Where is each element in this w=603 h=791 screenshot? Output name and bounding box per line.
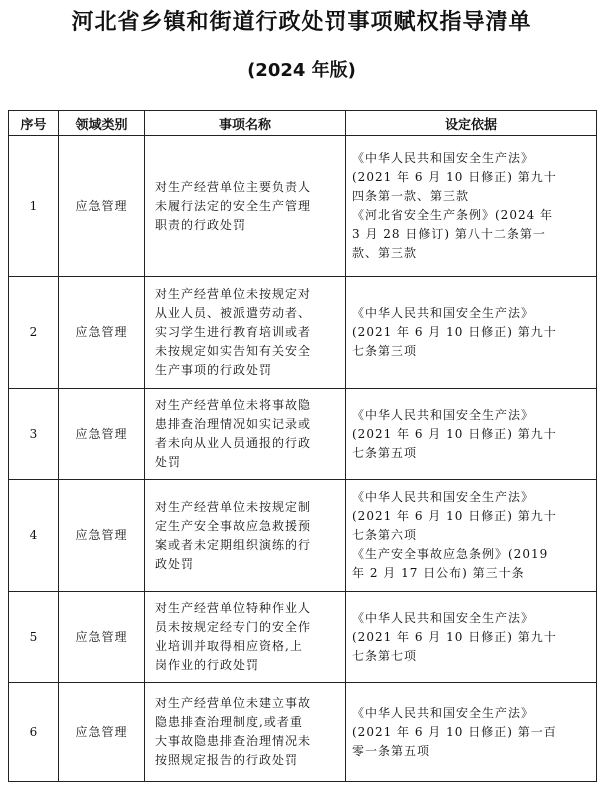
legal-basis-line: 《中华人民共和国安全生产法》 bbox=[352, 705, 535, 720]
item-name-line: 对生产经营单位未按规定制 bbox=[155, 499, 312, 514]
row-number: 1 bbox=[9, 136, 59, 277]
item-name-line: 者未向从业人员通报的行政 bbox=[155, 436, 312, 450]
row-number: 2 bbox=[9, 277, 59, 389]
item-name-line: 大事故隐患排查治理情况未 bbox=[155, 734, 312, 748]
legal-basis-line: (2021 年 6 月 10 日修正) 第九十 bbox=[352, 509, 557, 523]
document-subtitle: (2024 年版) bbox=[247, 60, 356, 81]
header-category: 领域类别 bbox=[59, 111, 145, 136]
row-legal-basis bbox=[346, 683, 597, 782]
item-name-line: 未按规定如实告知有关安全 bbox=[155, 344, 312, 358]
row-item-name bbox=[145, 480, 346, 592]
table-row bbox=[9, 480, 597, 592]
table-header-row bbox=[9, 111, 597, 136]
row-number: 3 bbox=[9, 389, 59, 480]
legal-basis-line: (2021 年 6 月 10 日修正) 第九十 bbox=[352, 325, 557, 339]
item-name-line: 岗作业的行政处罚 bbox=[155, 658, 260, 672]
row-category: 应急管理 bbox=[59, 136, 145, 277]
table-row bbox=[9, 389, 597, 480]
item-name-line: 对生产经营单位未建立事故 bbox=[155, 696, 312, 710]
row-number: 4 bbox=[9, 480, 59, 592]
table-row bbox=[9, 136, 597, 277]
legal-basis-line: 零一条第五项 bbox=[352, 743, 431, 758]
row-category: 应急管理 bbox=[59, 592, 145, 683]
legal-basis-line: 《中华人民共和国安全生产法》 bbox=[352, 306, 535, 320]
row-legal-basis bbox=[346, 277, 597, 389]
legal-basis-line: 七条第三项 bbox=[352, 344, 418, 358]
item-name-line: 处罚 bbox=[155, 455, 182, 469]
item-name-line: 定生产安全事故应急救援预 bbox=[155, 518, 312, 533]
item-name-line: 对生产经营单位主要负责人 bbox=[155, 179, 312, 194]
legal-basis-line: 《中华人民共和国安全生产法》 bbox=[352, 407, 535, 422]
item-name-line: 业培训并取得相应资格,上 bbox=[155, 639, 303, 653]
row-legal-basis bbox=[346, 389, 597, 480]
row-number: 5 bbox=[9, 592, 59, 683]
document-title: 河北省乡镇和街道行政处罚事项赋权指导清单 bbox=[71, 10, 532, 35]
legal-basis-line: 款、第三款 bbox=[352, 246, 418, 260]
row-category: 应急管理 bbox=[59, 480, 145, 592]
legal-basis-line: 七条第六项 bbox=[352, 528, 418, 542]
legal-basis-line: 《河北省安全生产条例》(2024 年 bbox=[352, 208, 554, 222]
row-item-name bbox=[145, 389, 346, 480]
legal-basis-line: (2021 年 6 月 10 日修正) 第九十 bbox=[352, 426, 557, 441]
item-name-line: 按照规定报告的行政处罚 bbox=[155, 753, 299, 767]
row-legal-basis bbox=[346, 592, 597, 683]
legal-basis-line: 年 2 月 17 日公布) 第三十条 bbox=[352, 566, 525, 580]
row-category: 应急管理 bbox=[59, 683, 145, 782]
row-legal-basis bbox=[346, 480, 597, 592]
item-name-line: 患排查治理情况如实记录或 bbox=[155, 417, 312, 431]
legal-basis-line: 《中华人民共和国安全生产法》 bbox=[352, 490, 535, 504]
header-seq: 序号 bbox=[9, 111, 59, 136]
item-name-line: 对生产经营单位未将事故隐 bbox=[155, 398, 312, 412]
row-item-name bbox=[145, 683, 346, 782]
legal-basis-line: 《生产安全事故应急条例》(2019 bbox=[352, 547, 549, 561]
authorization-table bbox=[8, 110, 597, 782]
legal-basis-line: (2021 年 6 月 10 日修正) 第九十 bbox=[352, 170, 557, 184]
item-name-line: 案或者未定期组织演练的行 bbox=[155, 537, 312, 552]
item-name-line: 职责的行政处罚 bbox=[155, 217, 247, 232]
legal-basis-line: 《中华人民共和国安全生产法》 bbox=[352, 610, 535, 625]
row-legal-basis bbox=[346, 136, 597, 277]
row-category: 应急管理 bbox=[59, 389, 145, 480]
header-basis: 设定依据 bbox=[346, 111, 597, 136]
row-item-name bbox=[145, 136, 346, 277]
item-name-line: 政处罚 bbox=[155, 556, 195, 571]
legal-basis-line: 《中华人民共和国安全生产法》 bbox=[352, 151, 535, 165]
item-name-line: 从业人员、被派遣劳动者、 bbox=[155, 306, 312, 320]
row-item-name bbox=[145, 592, 346, 683]
item-name-line: 对生产经营单位特种作业人 bbox=[155, 601, 312, 615]
legal-basis-line: (2021 年 6 月 10 日修正) 第一百 bbox=[352, 724, 557, 739]
item-name-line: 实习学生进行教育培训或者 bbox=[155, 325, 312, 339]
table-row bbox=[9, 277, 597, 389]
item-name-line: 未履行法定的安全生产管理 bbox=[155, 198, 312, 213]
item-name-line: 员未按规定经专门的安全作 bbox=[155, 620, 312, 634]
legal-basis-line: 七条第五项 bbox=[352, 445, 418, 460]
table-row bbox=[9, 683, 597, 782]
item-name-line: 隐患排查治理制度,或者重 bbox=[155, 715, 303, 729]
row-number: 6 bbox=[9, 683, 59, 782]
legal-basis-line: 七条第七项 bbox=[352, 648, 418, 663]
row-item-name bbox=[145, 277, 346, 389]
item-name-line: 生产事项的行政处罚 bbox=[155, 363, 273, 377]
header-item: 事项名称 bbox=[145, 111, 346, 136]
table-row bbox=[9, 592, 597, 683]
legal-basis-line: 四条第一款、第三款 bbox=[352, 189, 470, 203]
row-category: 应急管理 bbox=[59, 277, 145, 389]
item-name-line: 对生产经营单位未按规定对 bbox=[155, 287, 312, 301]
legal-basis-line: (2021 年 6 月 10 日修正) 第九十 bbox=[352, 629, 557, 644]
legal-basis-line: 3 月 28 日修订) 第八十二条第一 bbox=[352, 227, 546, 241]
